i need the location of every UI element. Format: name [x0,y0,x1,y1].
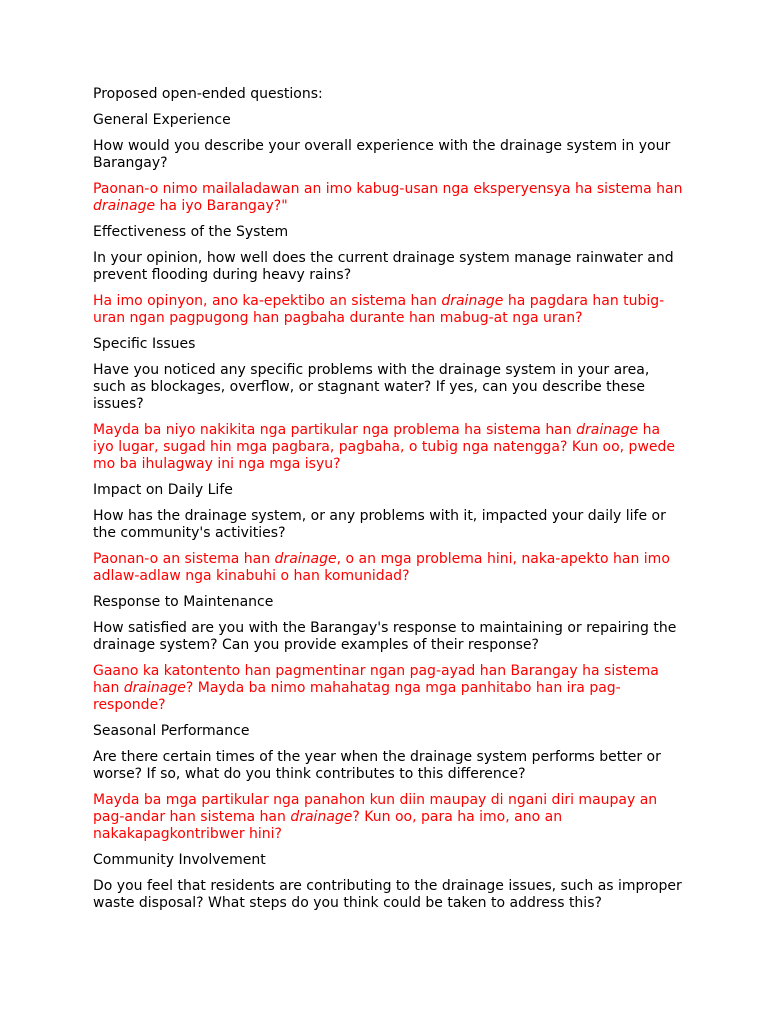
translation-italic-term: drainage [93,198,156,214]
translation-text [93,293,683,327]
section-impact-daily-life [93,482,683,585]
question-text: Are there certain times of the year when the drainage system performs better or worse? If so, what do you think contributes to this difference? [93,749,661,782]
question-text: In your opinion, how well does the current drainage system manage rainwater and prevent flooding during heavy rains? [93,250,674,283]
section-heading: Specific Issues [93,336,196,352]
section-heading: General Experience [93,112,231,128]
translation-part: , o an mga problema hini, naka-apekto han imo adlaw-adlaw nga kinabuhi o han komunidad? [93,551,670,584]
translation-italic-term: drainage [441,293,504,309]
question-text: How would you describe your overall experience with the drainage system in your Barangay? [93,138,671,171]
translation-italic-term: drainage [576,422,639,438]
translation-italic-term: drainage [123,680,186,696]
translation-text [93,551,683,585]
section-heading: Community Involvement [93,852,266,868]
section-heading: Effectiveness of the System [93,224,289,240]
translation-italic-term: drainage [274,551,337,567]
translation-part: ? Mayda ba nimo mahahatag nga mga panhitabo han ira pag-responde? [93,680,621,713]
section-seasonal-performance [93,723,683,843]
translation-part: Ha imo opinyon, ano ka-epektibo an sistema han [93,293,442,309]
translation-part: ha iyo lugar, sugad hin mga pagbara, pagbaha, o tubig nga natengga? Kun oo, pwede mo ba ihulagway ini nga mga isyu? [93,422,676,472]
document-page [93,86,683,921]
translation-part: Mayda ba niyo nakikita nga partikular nga problema ha sistema han [93,422,577,438]
translation-part: Mayda ba mga partikular nga panahon kun diin maupay di ngani diri maupay an pag-andar han sistema han [93,792,658,825]
translation-part: ? Kun oo, para ha imo, ano an nakakapagkontribwer hini? [93,809,563,842]
section-effectiveness [93,224,683,327]
question-text: Do you feel that residents are contributing to the drainage issues, such as improper waste disposal? What steps do you think could be taken to address this? [93,878,682,911]
intro-heading: Proposed open-ended questions: [93,86,323,102]
question-text: Have you noticed any specific problems with the drainage system in your area, such as blockages, overflow, or stagnant water? If yes, can you describe these issues? [93,362,650,412]
translation-part: Paonan-o an sistema han [93,551,275,567]
section-heading: Response to Maintenance [93,594,274,610]
translation-italic-term: drainage [290,809,353,825]
section-specific-issues [93,336,683,473]
translation-part: Paonan-o nimo mailaladawan an imo kabug-usan nga eksperyensya ha sistema han [93,181,683,197]
translation-text [93,792,683,843]
translation-text [93,181,683,215]
question-text: How satisfied are you with the Barangay's response to maintaining or repairing the drainage system? Can you provide examples of their response? [93,620,677,653]
section-heading: Impact on Daily Life [93,482,233,498]
translation-part: ha iyo Barangay?" [155,198,288,214]
question-text: How has the drainage system, or any problems with it, impacted your daily life or the community's activities? [93,508,666,541]
translation-part: Gaano ka katontento han pagmentinar ngan pag-ayad han Barangay ha sistema han [93,663,659,696]
section-heading: Seasonal Performance [93,723,250,739]
translation-part: ha pagdara han tubig-uran ngan pagpugong han pagbaha durante han mabug-at nga uran? [93,293,665,326]
section-general-experience [93,112,683,215]
translation-text [93,663,683,714]
section-response-maintenance [93,594,683,714]
section-community-involvement [93,852,683,912]
translation-text [93,422,683,473]
